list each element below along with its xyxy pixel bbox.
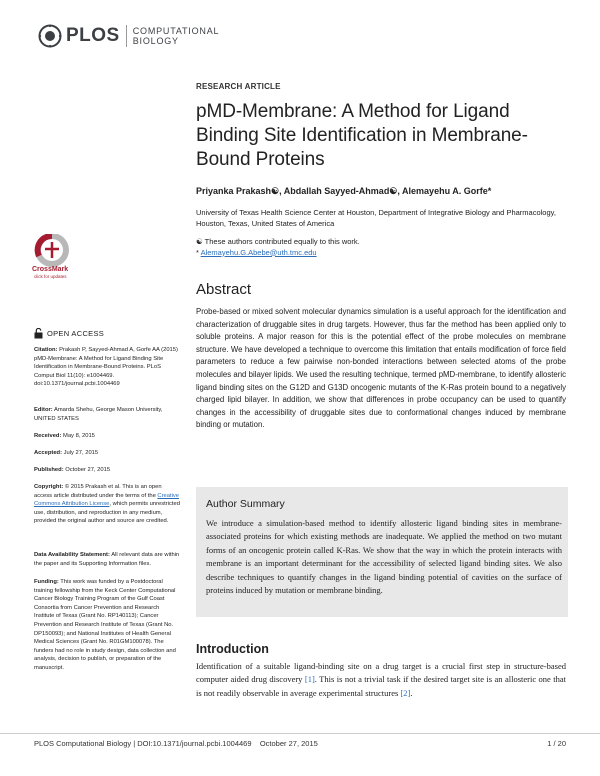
editor-label: Editor:	[34, 407, 53, 413]
received-date	[34, 432, 180, 441]
data-availability-text: All relevant data are within the paper and its Supporting Information files.	[34, 552, 180, 567]
copyright-label: Copyright:	[34, 484, 64, 490]
editor	[34, 406, 180, 423]
abstract-text: Probe-based or mixed solvent molecular dynamics simulation is a useful approach for the identification and characterization of druggable sites in drug targets. However, thus far the method has been applied only to soluble proteins. A major reason for this is the potential effect of the probe molecules on membrane structure. We have developed a technique to overcome this limitation that entails modification of force field parameters to reduce a few pairwise non-bonded interactions between selected atoms of the probe molecules and bilayer lipids. We used the resulting technique, termed pMD-membrane, to identify allosteric ligand binding sites on the G12D and G13D oncogenic mutants of the K-Ras protein bound to a negatively charged lipid bilayer. In addition, we show that differences in probe occupancy can be used to quantify changes in the accessibility of druggable sites due to conformational changes induced by membrane binding or mutation.	[196, 307, 566, 430]
article-title: pMD-Membrane: A Method for Ligand Binding Site Identification in Membrane-Bound Proteins	[196, 101, 528, 170]
email-prefix: *	[196, 247, 201, 257]
journal-line-1: COMPUTATIONAL	[132, 26, 220, 36]
logo-text: PLOS	[66, 25, 120, 46]
open-access-label: OPEN ACCESS	[47, 329, 105, 338]
open-access-badge	[34, 328, 104, 339]
funding-label: Funding:	[34, 579, 59, 585]
intro-text-a: Identification of a suitable ligand-binding site on a drug target is a crucial first step in structure-based computer aided drug discovery	[196, 661, 566, 685]
author-summary-text: We introduce a simulation-based method to identify allosteric ligand binding sites in membrane-associated proteins for which existing methods are inadequate. We applied the method on two mutant forms of an oncogenic protein called K-Ras. We show that the way in which the protein interacts with membrane is an important determinant for the accessibility of selected ligand binding sites. We also describe techniques to quantify changes in the ligand binding potential of cavities on the surface of proteins induced by mutation or membrane binding.	[206, 518, 562, 596]
copyright-text-a: © 2015 Prakash et al. This is an open access article distributed under the terms of the	[34, 484, 162, 499]
received-label: Received:	[34, 433, 62, 439]
crossmark-label[interactable]: CrossMark	[32, 266, 69, 273]
logo-divider	[126, 25, 127, 47]
data-availability	[34, 551, 180, 568]
corresponding-email	[196, 248, 360, 259]
reference-link-2[interactable]: [2]	[400, 687, 411, 698]
accepted-text: July 27, 2015	[62, 450, 99, 456]
affiliation: University of Texas Health Science Center at Houston, Department of Integrative Biology and Pharmacology, Houston, Texas, United States of America	[196, 208, 556, 228]
intro-text-c: .	[410, 687, 413, 698]
email-link[interactable]: Alemayehu.G.Abebe@uth.tmc.edu	[200, 247, 317, 257]
equal-contribution-note: ☯ These authors contributed equally to this work.	[196, 237, 360, 246]
citation-label: Citation:	[34, 347, 58, 353]
article-type: RESEARCH ARTICLE	[196, 82, 281, 91]
received-text: May 8, 2015	[61, 433, 95, 439]
crossmark-icon[interactable]	[28, 234, 76, 270]
license-link[interactable]: Creative Commons Attribution License	[34, 492, 179, 508]
published-text: October 27, 2015	[63, 467, 111, 473]
citation	[34, 346, 180, 389]
published-date	[34, 466, 180, 475]
journal-name	[133, 26, 220, 46]
plos-logo[interactable]	[38, 24, 219, 48]
published-label: Published:	[34, 467, 64, 473]
plos-logo-icon	[38, 24, 62, 48]
footer-citation: PLOS Computational Biology | DOI:10.1371/journal.pcbi.1004469 October 27, 2015	[34, 739, 318, 748]
introduction-text	[196, 660, 566, 700]
copyright-text-b: , which permits unrestricted use, distribution, and reproduction in any medium, provided the original author and source are credited.	[34, 501, 180, 525]
abstract-heading: Abstract	[196, 281, 252, 298]
author-summary-heading: Author Summary	[206, 498, 285, 510]
page-number: 1 / 20	[547, 739, 566, 748]
accepted-date	[34, 449, 180, 458]
author-list: Priyanka Prakash☯, Abdallah Sayyed-Ahmad☯, Alemayehu A. Gorfe*	[196, 186, 492, 196]
citation-text: Prakash P, Sayyed-Ahmad A, Gorfe AA (2015) pMD-Membrane: A Method for Ligand Binding Site Identification in Membrane-Bound Proteins. PLoS Comput Biol 11(10): e1004469. doi:10.1371/journal.pcbi.1004469	[34, 347, 178, 388]
crossmark-sublabel[interactable]: click for updates	[34, 274, 67, 279]
funding-text: This work was funded by a Postdoctoral training fellowship from the Keck Center Computational Cancer Biology Training Program of the Gulf Coast Consortia from Cancer Prevention and Research Institute of Texas (Grant No. RP140113); Cancer Prevention and Research Institute of Texas (Grant No. DP150093); and National Institutes of Health General Medical Sciences (Grant No. R01GM100078). The funders had no role in study design, data collection and analysis, decision to publish, or preparation of the manuscript.	[34, 579, 176, 671]
reference-link-1[interactable]: [1]	[304, 674, 315, 685]
data-availability-label: Data Availability Statement:	[34, 552, 110, 558]
introduction-heading: Introduction	[196, 642, 269, 656]
funding	[34, 578, 180, 673]
footer-divider	[0, 733, 600, 734]
author-notes	[196, 237, 360, 258]
open-lock-icon	[34, 328, 43, 339]
intro-text-b: . This is not a trivial task if the desired target site is an allosteric one that is not readily observable in average experimental structures	[196, 674, 566, 698]
copyright	[34, 483, 180, 526]
accepted-label: Accepted:	[34, 450, 63, 456]
editor-text: Amarda Shehu, George Mason University, UNITED STATES	[34, 407, 163, 422]
journal-line-2: BIOLOGY	[132, 36, 179, 46]
